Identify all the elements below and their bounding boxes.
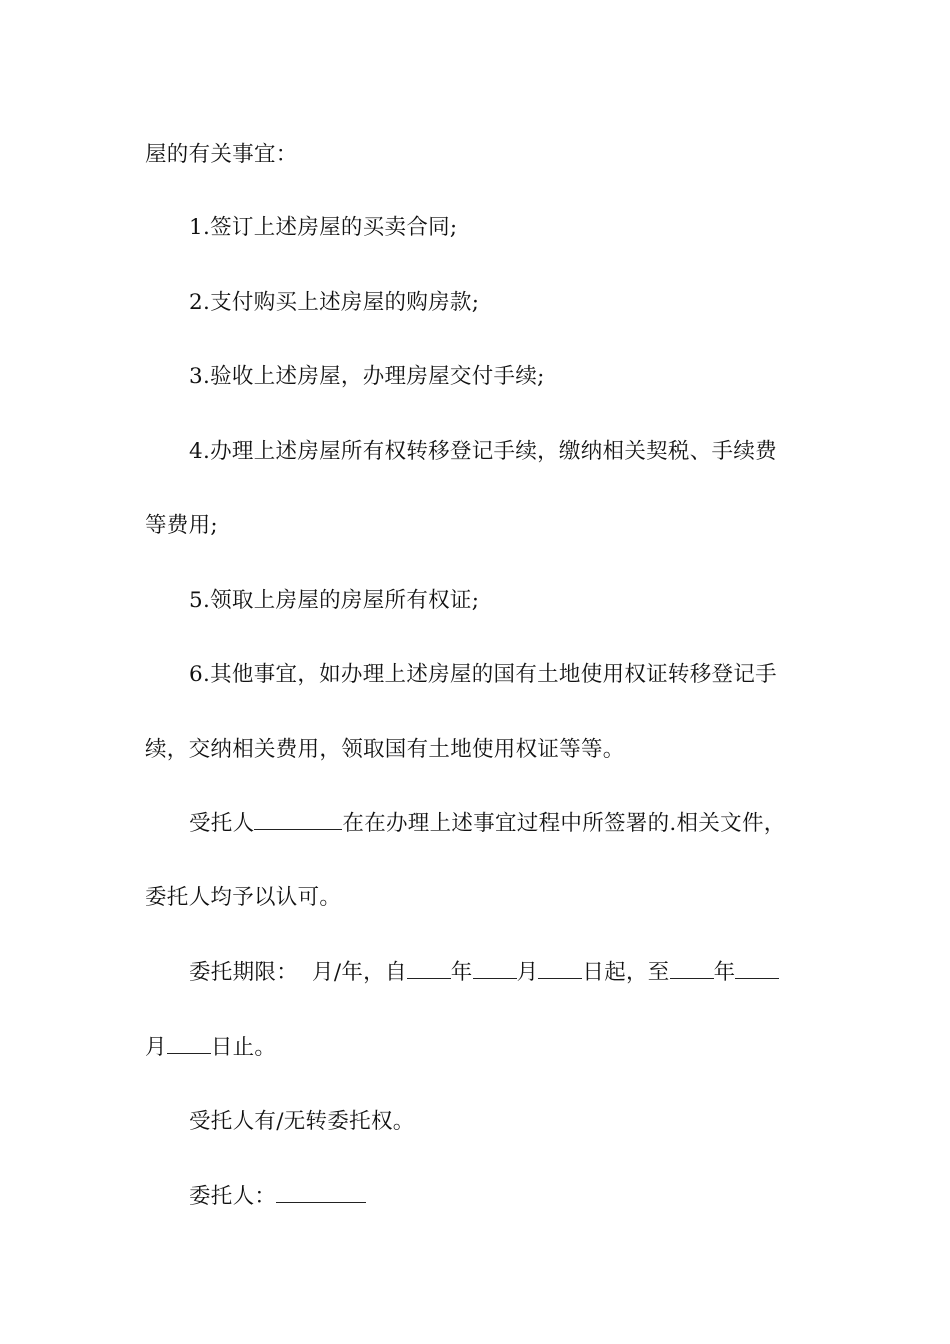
day-start-label: 日起，至 — [582, 960, 670, 985]
day-end-label: 日止。 — [210, 1035, 277, 1060]
end-month-blank[interactable] — [735, 960, 779, 979]
list-item-2: 2.支付购买上述房屋的购房款; — [189, 290, 480, 315]
recognition-cont: 委托人均予以认可。 — [145, 885, 342, 910]
agent-name-blank[interactable] — [254, 811, 342, 830]
period-cont — [145, 1034, 276, 1062]
list-item-6: 6.其他事宜，如办理上述房屋的国有土地使用权证转移登记手 — [189, 662, 777, 687]
list-item-4: 4.办理上述房屋所有权转移登记手续，缴纳相关契税、手续费 — [189, 439, 777, 464]
period-unit: 月/年，自 — [312, 960, 407, 985]
principal-label: 委托人： — [189, 1184, 277, 1209]
list-item-5: 5.领取上房屋的房屋所有权证; — [189, 588, 480, 613]
recognition-part2: 在在办理上述事宜过程中所签署的.相关文件， — [342, 811, 786, 836]
start-day-blank[interactable] — [538, 960, 582, 979]
month-label: 月 — [516, 960, 539, 985]
year-label: 年 — [713, 960, 736, 985]
list-item-1: 1.签订上述房屋的买卖合同; — [189, 215, 458, 240]
start-year-blank[interactable] — [407, 960, 451, 979]
list-item-6-cont: 续，交纳相关费用，领取国有土地使用权证等等。 — [145, 737, 625, 762]
end-day-blank[interactable] — [167, 1035, 211, 1054]
month-label: 月 — [145, 1035, 167, 1060]
recognition-line — [189, 810, 786, 838]
period-label: 委托期限： — [189, 960, 299, 985]
period-line — [189, 959, 779, 987]
transfer-line: 受托人有/无转委托权。 — [189, 1109, 415, 1134]
paragraph-line: 屋的有关事宜： — [145, 142, 298, 167]
end-year-blank[interactable] — [670, 960, 714, 979]
year-label: 年 — [450, 960, 473, 985]
list-item-4-cont: 等费用; — [145, 513, 218, 538]
recognition-part1: 受托人 — [189, 811, 255, 836]
principal-name-blank[interactable] — [276, 1184, 366, 1203]
start-month-blank[interactable] — [473, 960, 517, 979]
principal-line — [189, 1183, 366, 1211]
list-item-3: 3.验收上述房屋，办理房屋交付手续; — [189, 364, 545, 389]
